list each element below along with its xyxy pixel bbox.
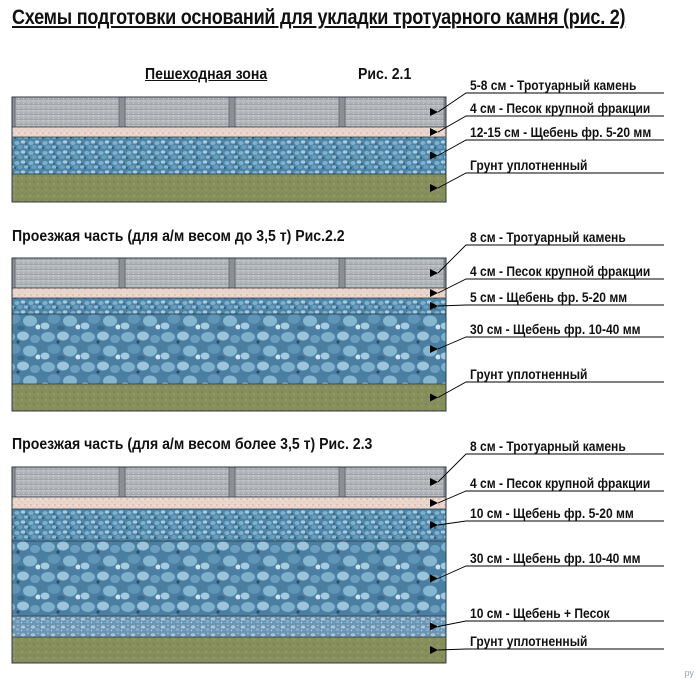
leader-line [438, 140, 664, 156]
layer-label: 10 см - Щебень фр. 5-20 мм [470, 505, 634, 521]
sand-layer [12, 127, 446, 137]
leader-line [438, 621, 664, 627]
leader-line [438, 173, 664, 188]
paver-block [345, 467, 444, 497]
paver-block [15, 467, 119, 497]
leader-line [438, 491, 664, 503]
paver-block [235, 97, 339, 127]
paver-block [125, 467, 229, 497]
gravel-coarse-layer [12, 314, 446, 384]
layer-label: 8 см - Тротуарный камень [470, 229, 626, 245]
layer-label: 8 см - Тротуарный камень [470, 438, 626, 454]
layer-label: 30 см - Щебень фр. 10-40 мм [470, 321, 641, 337]
diagram-title: Схемы подготовки оснований для укладки тротуарного камня (рис. 2) [12, 6, 626, 29]
gravel-fine-layer [12, 137, 446, 174]
sand-layer [12, 288, 446, 298]
soil-layer [12, 637, 446, 663]
layer-label: Грунт уплотненный [470, 633, 588, 649]
layer-label: 10 см - Щебень + Песок [470, 605, 610, 621]
paver-block [15, 97, 119, 127]
layer-label: 5-8 см - Тротуарный камень [470, 77, 637, 93]
soil-layer [12, 384, 446, 411]
leader-line [438, 649, 664, 650]
scheme-2-heading: Проезжая часть (для а/м весом до 3,5 т) Рис.2.2 [12, 228, 345, 245]
leader-line [438, 521, 664, 525]
layer-label: 4 см - Песок крупной фракции [470, 475, 651, 491]
scheme-1-heading: Пешеходная зона [145, 66, 268, 83]
layer-label: 4 см - Песок крупной фракции [470, 100, 651, 116]
gravel-fine-layer [12, 509, 446, 541]
scheme-1-figure: Рис. 2.1 [358, 66, 412, 83]
paver-block [345, 258, 444, 288]
soil-layer [12, 174, 446, 202]
leader-line [438, 382, 664, 398]
leader-line [438, 566, 664, 579]
layer-label: 5 см - Щебень фр. 5-20 мм [470, 289, 628, 305]
layer-label: 12-15 см - Щебень фр. 5-20 мм [470, 124, 652, 140]
layer-label: 4 см - Песок крупной фракции [470, 263, 651, 279]
mix-layer [12, 616, 446, 637]
paver-block [345, 97, 444, 127]
leader-line [438, 337, 664, 349]
paver-block [235, 467, 339, 497]
paver-block [125, 258, 229, 288]
gravel-fine-layer [12, 298, 446, 314]
layer-label: 30 см - Щебень фр. 10-40 мм [470, 550, 641, 566]
watermark: ру [684, 668, 694, 678]
paver-block [125, 97, 229, 127]
paver-block [15, 258, 119, 288]
paver-block [235, 258, 339, 288]
gravel-coarse-layer [12, 541, 446, 616]
scheme-3-heading: Проезжая часть (для а/м весом более 3,5 т) Рис. 2.3 [12, 436, 373, 453]
layer-label: Грунт уплотненный [470, 157, 588, 173]
sand-layer [12, 497, 446, 509]
leader-line [438, 305, 664, 306]
layer-label: Грунт уплотненный [470, 366, 588, 382]
